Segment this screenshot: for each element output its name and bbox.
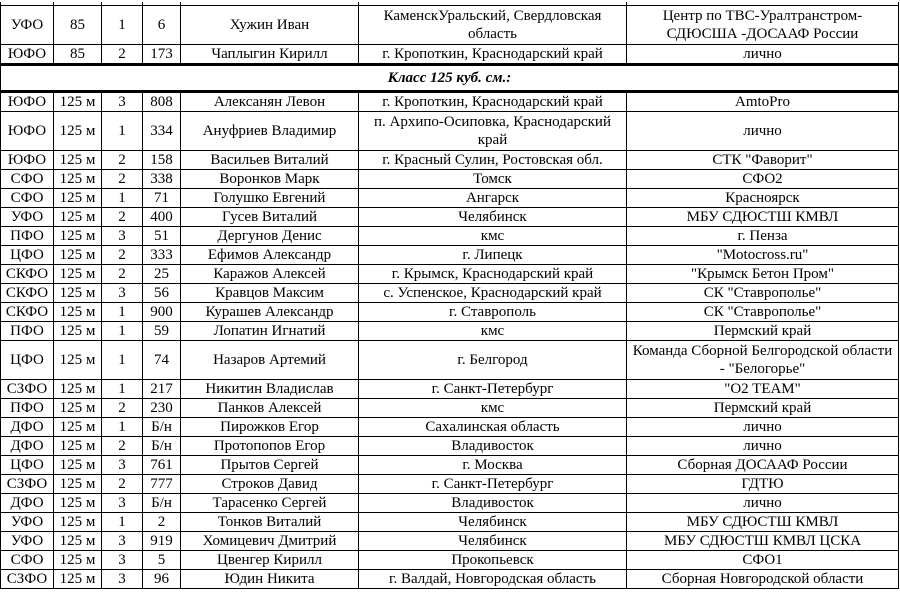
number-cell: Б/н: [143, 418, 181, 437]
rider-name-cell: Воронков Марк: [181, 170, 359, 189]
team-cell: Сборная Новгородской области: [627, 570, 899, 589]
team-cell: СК "Ставрополье": [627, 303, 899, 322]
group-cell: 2: [102, 246, 143, 265]
table-row: [1, 189, 899, 208]
rider-name-cell: Голушко Евгений: [181, 189, 359, 208]
number-cell: 217: [143, 380, 181, 399]
number-cell: 761: [143, 456, 181, 475]
class-cell: 125 м: [54, 532, 102, 551]
group-cell: 3: [102, 494, 143, 513]
class-cell: 85: [54, 45, 102, 65]
team-cell: лично: [627, 45, 899, 65]
city-cell: Сахалинская область: [359, 418, 627, 437]
team-cell: СФО1: [627, 551, 899, 570]
number-cell: Б/н: [143, 437, 181, 456]
team-cell: СФО2: [627, 170, 899, 189]
team-cell: МБУ СДЮСТШ КМВЛ ЦСКА: [627, 532, 899, 551]
class-cell: 125 м: [54, 456, 102, 475]
rider-name-cell: Чаплыгин Кирилл: [181, 45, 359, 65]
region-cell: ЮФО: [1, 151, 54, 170]
city-cell: г. Красный Сулин, Ростовская обл.: [359, 151, 627, 170]
team-cell: Сборная ДОСААФ России: [627, 456, 899, 475]
city-cell: Владивосток: [359, 494, 627, 513]
region-cell: УФО: [1, 532, 54, 551]
group-cell: 2: [102, 437, 143, 456]
city-cell: г. Кропоткин, Краснодарский край: [359, 92, 627, 112]
region-cell: ДФО: [1, 437, 54, 456]
city-cell: Челябинск: [359, 513, 627, 532]
group-cell: 3: [102, 92, 143, 112]
number-cell: Б/н: [143, 494, 181, 513]
rider-name-cell: Хужин Иван: [181, 6, 359, 45]
group-cell: 1: [102, 380, 143, 399]
class-cell: 125 м: [54, 284, 102, 303]
rider-name-cell: Цвенгер Кирилл: [181, 551, 359, 570]
class-cell: 125 м: [54, 112, 102, 151]
region-cell: ЦФО: [1, 341, 54, 380]
team-cell: МБУ СДЮСТШ КМВЛ: [627, 208, 899, 227]
city-cell: КаменскУральский, Свердловская область: [359, 6, 627, 45]
number-cell: 173: [143, 45, 181, 65]
group-cell: 1: [102, 303, 143, 322]
number-cell: 400: [143, 208, 181, 227]
class-cell: 125 м: [54, 170, 102, 189]
rider-name-cell: Панков Алексей: [181, 399, 359, 418]
number-cell: 808: [143, 92, 181, 112]
table-row: [1, 322, 899, 341]
rider-name-cell: Кравцов Максим: [181, 284, 359, 303]
city-cell: кмс: [359, 399, 627, 418]
region-cell: ЮФО: [1, 112, 54, 151]
group-cell: 2: [102, 475, 143, 494]
rider-name-cell: Прытов Сергей: [181, 456, 359, 475]
results-table: [0, 2, 899, 589]
group-cell: 2: [102, 45, 143, 65]
class-cell: 125 м: [54, 513, 102, 532]
rider-name-cell: Дергунов Денис: [181, 227, 359, 246]
number-cell: 158: [143, 151, 181, 170]
class-cell: 125 м: [54, 570, 102, 589]
number-cell: 333: [143, 246, 181, 265]
number-cell: 338: [143, 170, 181, 189]
city-cell: Томск: [359, 170, 627, 189]
group-cell: 1: [102, 341, 143, 380]
class-cell: 125 м: [54, 303, 102, 322]
table-row: [1, 246, 899, 265]
team-cell: МБУ СДЮСТШ КМВЛ: [627, 513, 899, 532]
number-cell: 74: [143, 341, 181, 380]
rider-name-cell: Пирожков Егор: [181, 418, 359, 437]
rider-name-cell: Алексанян Левон: [181, 92, 359, 112]
rider-name-cell: Протопопов Егор: [181, 437, 359, 456]
class-cell: 125 м: [54, 380, 102, 399]
table-row: [1, 265, 899, 284]
number-cell: 334: [143, 112, 181, 151]
group-cell: 3: [102, 551, 143, 570]
class-cell: 125 м: [54, 551, 102, 570]
class-cell: 125 м: [54, 341, 102, 380]
class-cell: 125 м: [54, 322, 102, 341]
table-row: [1, 151, 899, 170]
rider-name-cell: Тарасенко Сергей: [181, 494, 359, 513]
city-cell: г. Липецк: [359, 246, 627, 265]
team-cell: "Крымск Бетон Пром": [627, 265, 899, 284]
group-cell: 1: [102, 513, 143, 532]
number-cell: 51: [143, 227, 181, 246]
group-cell: 3: [102, 456, 143, 475]
table-row: [1, 551, 899, 570]
table-row: [1, 532, 899, 551]
team-cell: лично: [627, 437, 899, 456]
team-cell: Красноярск: [627, 189, 899, 208]
city-cell: г. Ставрополь: [359, 303, 627, 322]
team-cell: г. Пенза: [627, 227, 899, 246]
city-cell: г. Москва: [359, 456, 627, 475]
city-cell: г. Белгород: [359, 341, 627, 380]
region-cell: СЗФО: [1, 570, 54, 589]
table-row: [1, 45, 899, 65]
rider-name-cell: Васильев Виталий: [181, 151, 359, 170]
group-cell: 1: [102, 112, 143, 151]
number-cell: 919: [143, 532, 181, 551]
table-row: [1, 456, 899, 475]
rider-name-cell: Никитин Владислав: [181, 380, 359, 399]
city-cell: г. Санкт-Петербург: [359, 475, 627, 494]
number-cell: 2: [143, 513, 181, 532]
team-cell: Центр по ТВС-Уралтранстром-СДЮСША -ДОСААФ России: [627, 6, 899, 45]
team-cell: Пермский край: [627, 322, 899, 341]
group-cell: 1: [102, 418, 143, 437]
number-cell: 96: [143, 570, 181, 589]
table-row: [1, 170, 899, 189]
table-row: [1, 112, 899, 151]
team-cell: "O2 TEAM": [627, 380, 899, 399]
class-cell: 125 м: [54, 494, 102, 513]
class-cell: 125 м: [54, 151, 102, 170]
team-cell: лично: [627, 494, 899, 513]
class-cell: 125 м: [54, 92, 102, 112]
number-cell: 25: [143, 265, 181, 284]
city-cell: Прокопьевск: [359, 551, 627, 570]
number-cell: 71: [143, 189, 181, 208]
region-cell: УФО: [1, 6, 54, 45]
group-cell: 2: [102, 151, 143, 170]
number-cell: 59: [143, 322, 181, 341]
city-cell: г. Валдай, Новгородская область: [359, 570, 627, 589]
team-cell: лично: [627, 418, 899, 437]
team-cell: СК "Ставрополье": [627, 284, 899, 303]
region-cell: УФО: [1, 208, 54, 227]
number-cell: 5: [143, 551, 181, 570]
team-cell: СТК "Фаворит": [627, 151, 899, 170]
number-cell: 900: [143, 303, 181, 322]
group-cell: 3: [102, 532, 143, 551]
rider-name-cell: Тонков Виталий: [181, 513, 359, 532]
table-row: [1, 92, 899, 112]
city-cell: с. Успенское, Краснодарский край: [359, 284, 627, 303]
group-cell: 3: [102, 227, 143, 246]
city-cell: г. Санкт-Петербург: [359, 380, 627, 399]
class-cell: 125 м: [54, 399, 102, 418]
city-cell: г. Кропоткин, Краснодарский край: [359, 45, 627, 65]
table-row: [1, 494, 899, 513]
table-row: [1, 208, 899, 227]
number-cell: 777: [143, 475, 181, 494]
class-cell: 125 м: [54, 265, 102, 284]
region-cell: СФО: [1, 170, 54, 189]
number-cell: 230: [143, 399, 181, 418]
region-cell: УФО: [1, 513, 54, 532]
region-cell: ЦФО: [1, 246, 54, 265]
rider-name-cell: Юдин Никита: [181, 570, 359, 589]
region-cell: СКФО: [1, 265, 54, 284]
table-row: [1, 399, 899, 418]
number-cell: 56: [143, 284, 181, 303]
region-cell: ПФО: [1, 399, 54, 418]
class-cell: 125 м: [54, 246, 102, 265]
table-row: [1, 380, 899, 399]
group-cell: 1: [102, 322, 143, 341]
region-cell: ЮФО: [1, 92, 54, 112]
class-cell: 125 м: [54, 418, 102, 437]
rider-name-cell: Лопатин Игнатий: [181, 322, 359, 341]
region-cell: ДФО: [1, 418, 54, 437]
table-row: [1, 303, 899, 322]
group-cell: 2: [102, 265, 143, 284]
class-cell: 125 м: [54, 475, 102, 494]
rider-name-cell: Курашев Александр: [181, 303, 359, 322]
rider-name-cell: Гусев Виталий: [181, 208, 359, 227]
group-cell: 2: [102, 170, 143, 189]
section-title: Класс 125 куб. см.:: [1, 65, 899, 92]
city-cell: г. Крымск, Краснодарский край: [359, 265, 627, 284]
city-cell: Челябинск: [359, 208, 627, 227]
city-cell: Владивосток: [359, 437, 627, 456]
class-cell: 125 м: [54, 437, 102, 456]
rider-name-cell: Каражов Алексей: [181, 265, 359, 284]
class-cell: 125 м: [54, 189, 102, 208]
table-row: [1, 513, 899, 532]
team-cell: Команда Сборной Белгородской области - "Белогорье": [627, 341, 899, 380]
table-row: [1, 227, 899, 246]
region-cell: СФО: [1, 551, 54, 570]
region-cell: ЦФО: [1, 456, 54, 475]
class-cell: 85: [54, 6, 102, 45]
group-cell: 1: [102, 189, 143, 208]
number-cell: 6: [143, 6, 181, 45]
city-cell: п. Архипо-Осиповка, Краснодарский край: [359, 112, 627, 151]
group-cell: 1: [102, 6, 143, 45]
rider-name-cell: Строков Давид: [181, 475, 359, 494]
team-cell: "Motocross.ru": [627, 246, 899, 265]
region-cell: ПФО: [1, 322, 54, 341]
table-row: [1, 437, 899, 456]
group-cell: 2: [102, 399, 143, 418]
city-cell: кмс: [359, 227, 627, 246]
city-cell: кмс: [359, 322, 627, 341]
group-cell: 2: [102, 208, 143, 227]
team-cell: ГДТЮ: [627, 475, 899, 494]
region-cell: СЗФО: [1, 380, 54, 399]
table-row: [1, 418, 899, 437]
table-row: [1, 570, 899, 589]
region-cell: СЗФО: [1, 475, 54, 494]
table-row: [1, 6, 899, 45]
region-cell: ДФО: [1, 494, 54, 513]
group-cell: 3: [102, 284, 143, 303]
city-cell: Челябинск: [359, 532, 627, 551]
table-row: [1, 475, 899, 494]
city-cell: Ангарск: [359, 189, 627, 208]
team-cell: Пермский край: [627, 399, 899, 418]
team-cell: AmtoPro: [627, 92, 899, 112]
team-cell: лично: [627, 112, 899, 151]
table-row: [1, 341, 899, 380]
class-cell: 125 м: [54, 227, 102, 246]
table-row: [1, 284, 899, 303]
region-cell: СКФО: [1, 303, 54, 322]
region-cell: СФО: [1, 189, 54, 208]
class-cell: 125 м: [54, 208, 102, 227]
group-cell: 3: [102, 570, 143, 589]
region-cell: ПФО: [1, 227, 54, 246]
rider-name-cell: Ануфриев Владимир: [181, 112, 359, 151]
rider-name-cell: Ефимов Александр: [181, 246, 359, 265]
rider-name-cell: Хомицевич Дмитрий: [181, 532, 359, 551]
region-cell: ЮФО: [1, 45, 54, 65]
region-cell: СКФО: [1, 284, 54, 303]
rider-name-cell: Назаров Артемий: [181, 341, 359, 380]
